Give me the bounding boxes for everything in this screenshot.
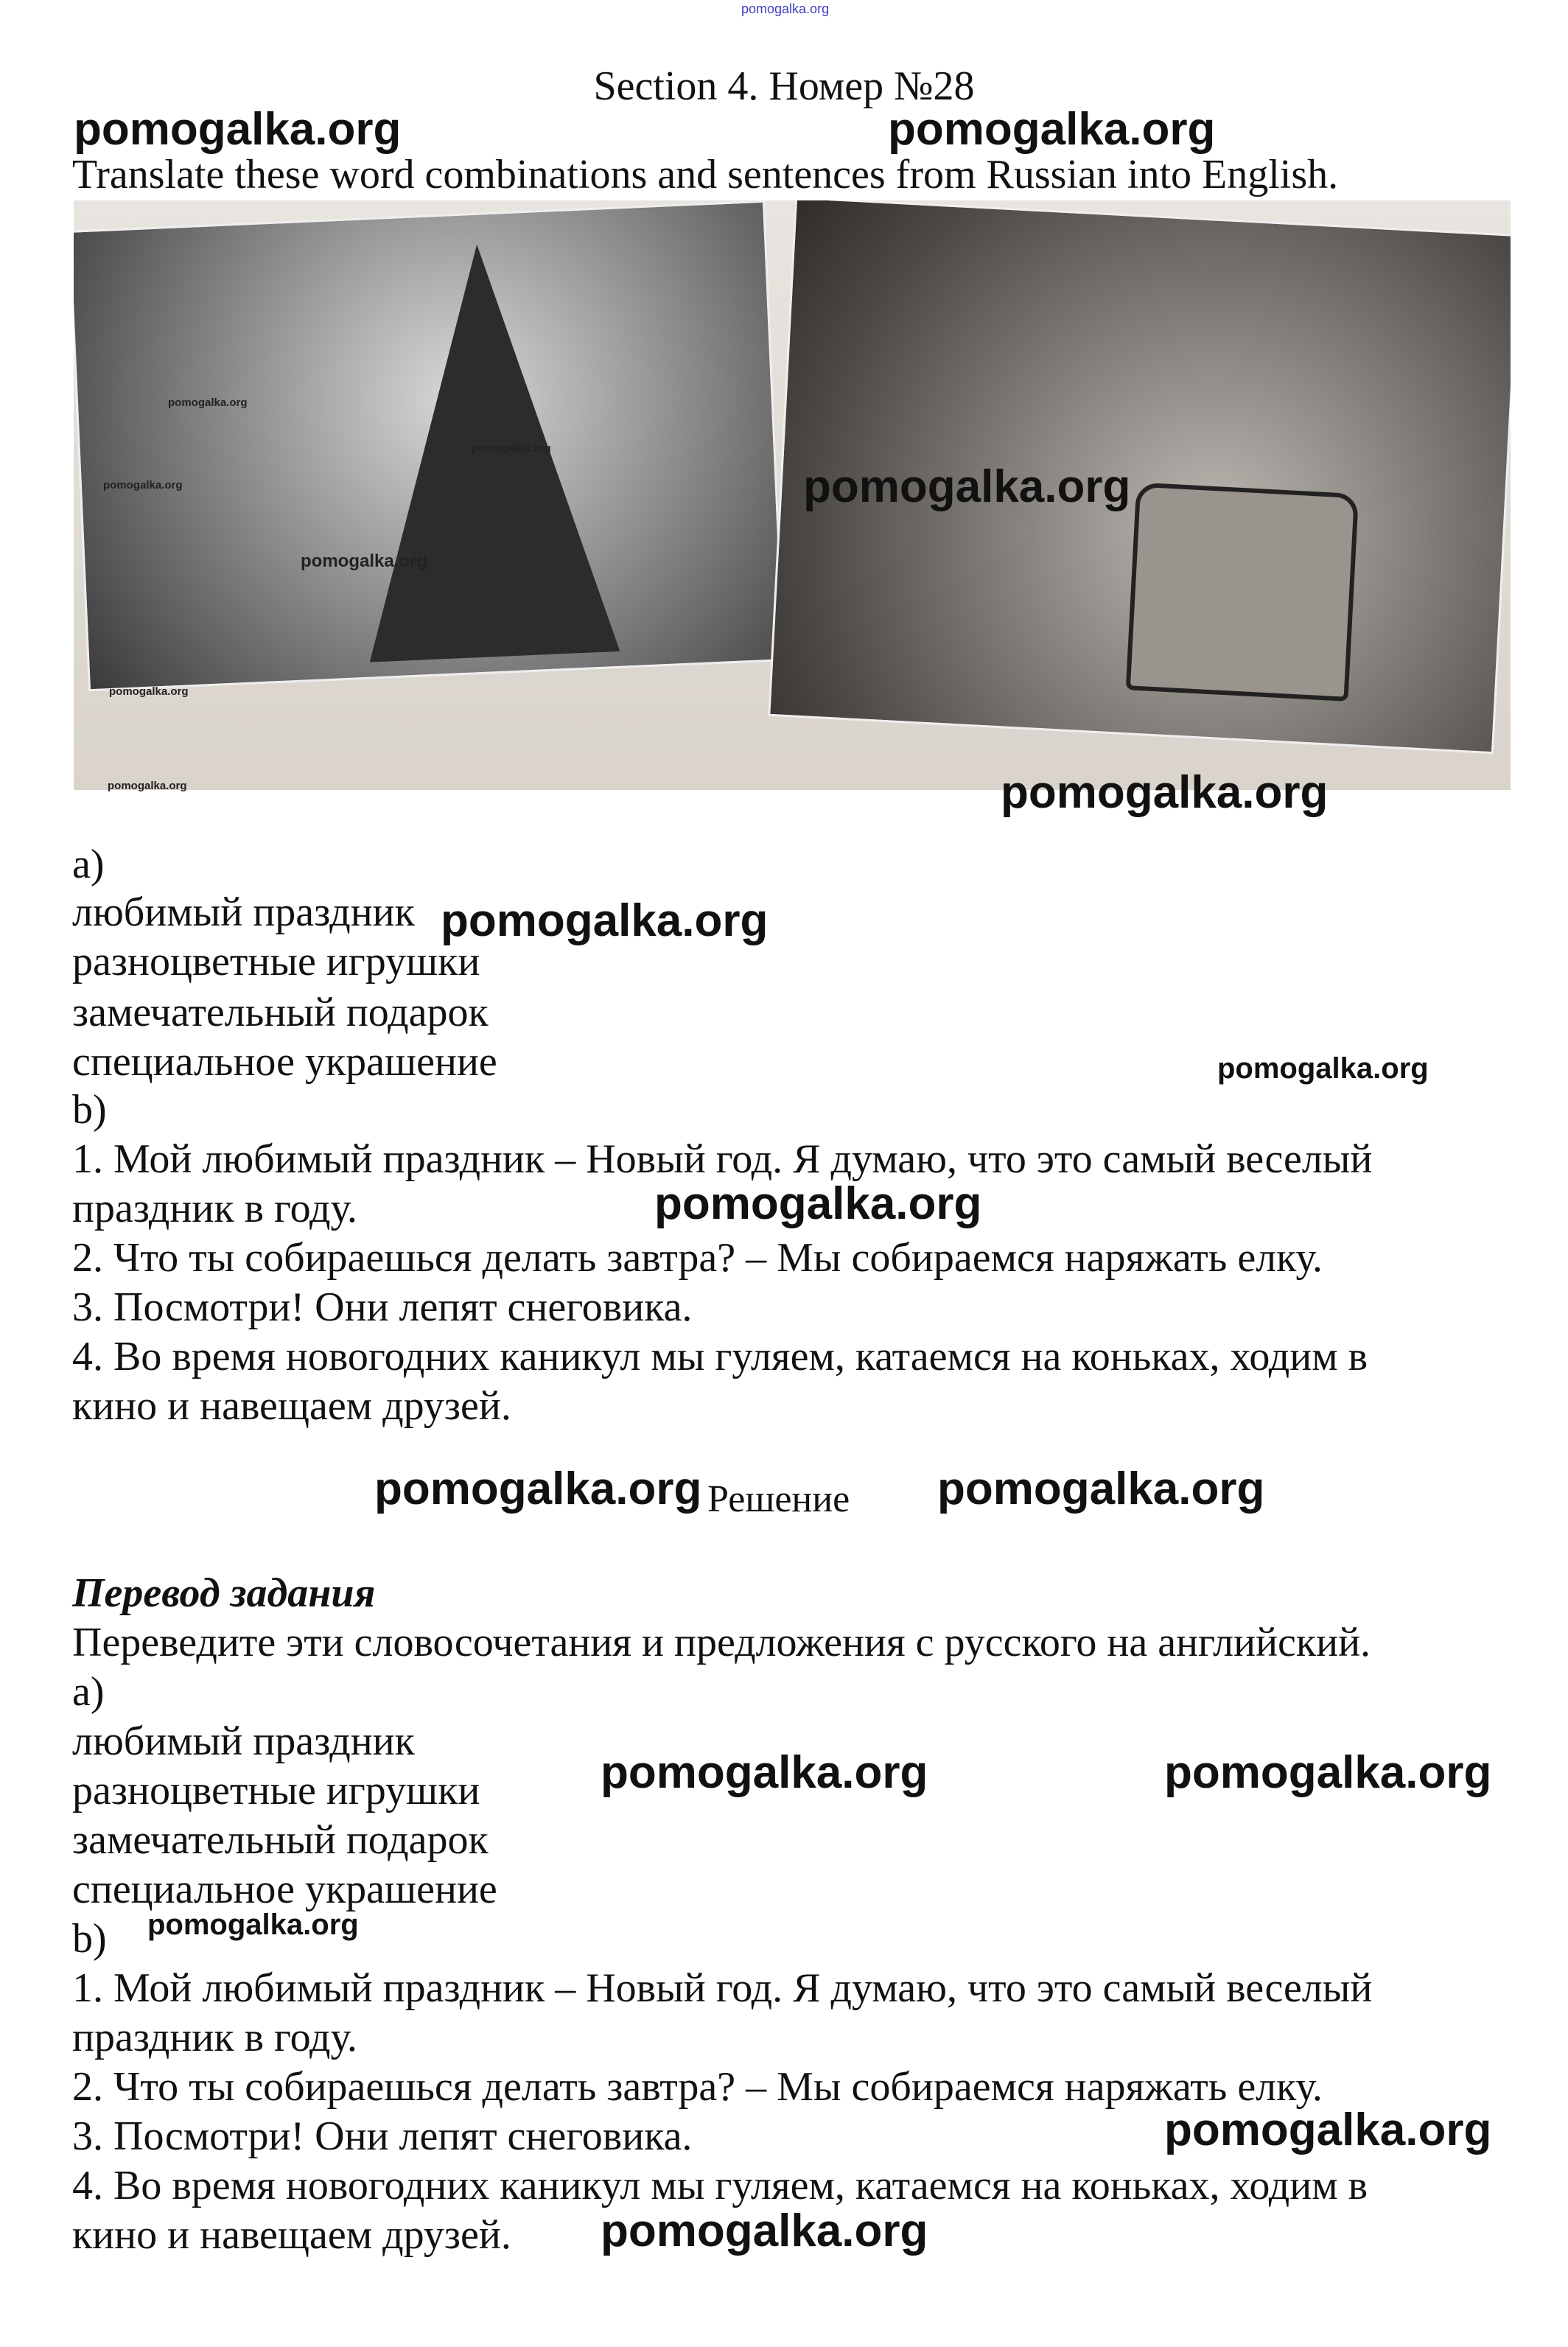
watermark: pomogalka.org (441, 895, 769, 946)
list-item: замечательный подарок (72, 990, 489, 1035)
photo-christmas-family (74, 200, 785, 691)
watermark: pomogalka.org (1164, 2105, 1492, 2155)
sentence-line: кино и навещаем друзей. (72, 1383, 511, 1429)
watermark-top: pomogalka.org (741, 1, 830, 16)
list-item: разноцветные игрушки (72, 1768, 480, 1813)
watermark: pomogalka.org (1001, 767, 1329, 818)
part-b-label: b) (72, 1916, 107, 1962)
sentence-line: кино и навещаем друзей. (72, 2212, 511, 2258)
list-item: специальное украшение (72, 1867, 497, 1912)
watermark: pomogalka.org (147, 1909, 359, 1941)
watermark: pomogalka.org (103, 479, 183, 492)
watermark: pomogalka.org (601, 2206, 928, 2256)
watermark: pomogalka.org (74, 104, 402, 155)
part-a-label: a) (72, 1669, 105, 1715)
sentence-line: 2. Что ты собираешься делать завтра? – Мы собираемся наряжать елку. (72, 1235, 1323, 1281)
watermark: pomogalka.org (472, 442, 551, 455)
london-bus-ornament (1126, 482, 1359, 701)
watermark: pomogalka.org (301, 551, 428, 571)
page-title: Section 4. Номер №28 (593, 63, 975, 109)
list-item: любимый праздник (72, 889, 415, 935)
watermark: pomogalka.org (374, 1463, 702, 1514)
sentence-line: 3. Посмотри! Они лепят снеговика. (72, 1284, 693, 1330)
watermark: pomogalka.org (654, 1178, 982, 1229)
list-item: любимый праздник (72, 1718, 415, 1764)
watermark: pomogalka.org (601, 1747, 928, 1798)
watermark: pomogalka.org (109, 685, 189, 698)
watermark: pomogalka.org (888, 104, 1216, 155)
sentence-line: праздник в году. (72, 1186, 357, 1231)
list-item: специальное украшение (72, 1039, 497, 1085)
watermark: pomogalka.org (1217, 1052, 1429, 1085)
instruction: Translate these word combinations and sentences from Russian into English. (72, 152, 1339, 197)
textbook-illustration (74, 200, 1511, 790)
part-b-label: b) (72, 1087, 107, 1133)
solution-title: Решение (707, 1478, 850, 1520)
sentence-line: 2. Что ты собираешься делать завтра? – Мы собираемся наряжать елку. (72, 2064, 1323, 2110)
translation-instruction: Переведите эти словосочетания и предложения с русского на английский. (72, 1620, 1371, 1665)
translation-heading: Перевод задания (72, 1570, 376, 1616)
list-item: замечательный подарок (72, 1817, 489, 1863)
list-item: разноцветные игрушки (72, 939, 480, 984)
watermark: pomogalka.org (803, 461, 1131, 512)
watermark: pomogalka.org (168, 396, 248, 409)
watermark: pomogalka.org (1164, 1747, 1492, 1798)
watermark: pomogalka.org (937, 1463, 1265, 1514)
part-a-label: a) (72, 842, 105, 887)
sentence-line: 1. Мой любимый праздник – Новый год. Я думаю, что это самый веселый (72, 1965, 1373, 2011)
sentence-line: 3. Посмотри! Они лепят снеговика. (72, 2113, 693, 2159)
watermark: pomogalka.org (108, 780, 187, 792)
sentence-line: 1. Мой любимый праздник – Новый год. Я думаю, что это самый веселый (72, 1136, 1373, 1182)
sentence-line: 4. Во время новогодних каникул мы гуляем, катаемся на коньках, ходим в (72, 1334, 1368, 1379)
sentence-line: праздник в году. (72, 2015, 357, 2060)
sentence-line: 4. Во время новогодних каникул мы гуляем, катаемся на коньках, ходим в (72, 2163, 1368, 2208)
